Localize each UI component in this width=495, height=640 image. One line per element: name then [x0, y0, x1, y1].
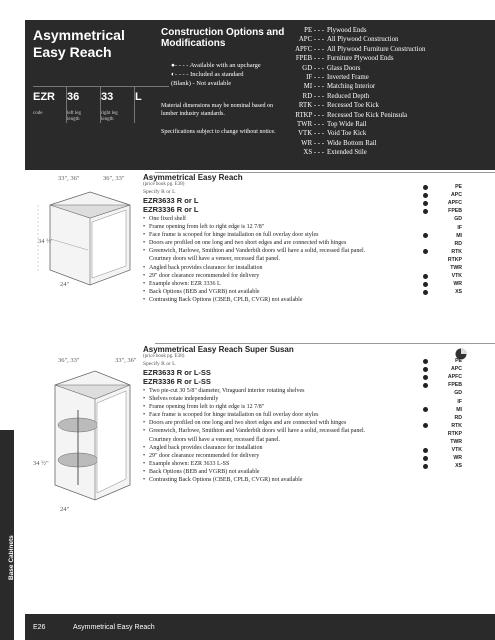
available-dot-icon: [423, 274, 428, 279]
feature-item: • Back Options (BEB and VGRB) not available: [143, 468, 373, 476]
option-item: WR: [423, 454, 483, 462]
feature-item: • Two pie-cut 30 5/8" diameter, Viraguard interior rotating shelves: [143, 387, 373, 395]
available-dot-icon: [423, 282, 428, 287]
feature-item: • Contrasting Back Options (CBEB, CPLB, CVGR) not available: [143, 476, 373, 484]
available-dot-icon: [423, 233, 428, 238]
option-item: RTK: [423, 248, 483, 256]
modification-item: VTK - - - Void Toe Kick: [298, 130, 367, 138]
code-part: 36 left leg length: [67, 87, 101, 123]
option-item: VTK: [423, 272, 483, 280]
modification-item: RTKP - - - Recessed Toe Kick Peninsula: [295, 111, 407, 119]
available-dot-icon: [423, 201, 428, 206]
legend: ●- - - - Available with an upcharge ◐- - - - Included as standard (Blank) - Not available: [171, 62, 261, 87]
option-item: MI: [423, 406, 483, 414]
feature-item: • Doors are profiled on one long and two short edges and are connected with hinges: [143, 239, 373, 247]
option-availability: [423, 357, 483, 470]
section-easy-reach: Asymmetrical Easy Reach (price book pg. E38) Specify R or L EZR3633 R or L EZR3336 R or L • One fixed shelf • Frame opening from left to right edge is 12 7/8" • Face frame is scooped for hinge installation on full overlay door styles • Doors are profiled on one long and two short edges and are connected with hinges • Greenwich, Harlowe, Smithton and Vanderbilt doors will have a solid, recessed flat panel. Courtney doors will have a veneer, recessed flat panel. • Angled back provides clearance for installation • 29" door clearance recommended for delivery • Example shown: EZR 3336 L • Back Options (BEB and VGRB) not available • Contrasting Back Options (CBEB, CPLB, CVGR) not available PE APC APFC FPEB GD IF MI RD RTK RTKP TWR VTK WR XS: [105, 173, 495, 304]
note: Material dimensions may be nominal based on lumber industry standards.: [161, 103, 273, 117]
feature-item: • Frame opening from left to right edge is 12 7/8": [143, 403, 373, 411]
code-part: EZR code: [33, 87, 67, 123]
available-dot-icon: [423, 185, 428, 190]
code-part: 33 right leg length: [101, 87, 135, 123]
section-title: Asymmetrical Easy Reach: [143, 173, 243, 182]
feature-item: • One fixed shelf: [143, 215, 373, 223]
option-item: XS: [423, 462, 483, 470]
product-code: EZR3633 R or L: [143, 196, 199, 205]
option-item: VTK: [423, 446, 483, 454]
code-breakdown: [33, 86, 169, 123]
dim-top-left: 33", 36": [58, 175, 80, 182]
feature-item: • Example shown: EZR 3633 L-SS: [143, 460, 373, 468]
product-code: EZR3336 R or L: [143, 205, 199, 214]
dim-top-right: 33", 36": [115, 357, 137, 364]
option-item: GD: [454, 216, 462, 223]
feature-list: [143, 387, 373, 484]
available-dot-icon: [423, 383, 428, 388]
feature-item: • Angled back provides clearance for installation: [143, 264, 373, 272]
dim-top-right: 36", 33": [103, 175, 125, 182]
available-dot-icon: [423, 423, 428, 428]
page-title: Asymmetrical Easy Reach: [33, 27, 125, 60]
footer: [25, 614, 495, 640]
option-item: IF: [457, 398, 462, 405]
dim-top-left: 36", 33": [58, 357, 80, 364]
feature-item: • Greenwich, Harlowe, Smithton and Vanderbilt doors will have a solid, recessed flat panel. Courtney doors will have a veneer, recessed flat panel.: [143, 247, 373, 263]
page-number: E26: [33, 623, 46, 631]
feature-item: • Frame opening from left to right edge is 12 7/8": [143, 223, 373, 231]
option-item: PE: [423, 183, 483, 191]
option-item: RTKP: [447, 430, 462, 437]
modification-item: IF - - - Inverted Frame: [306, 74, 369, 82]
modification-item: APFC - - - All Plywood Furniture Construction: [295, 45, 426, 53]
option-item: FPEB: [423, 207, 483, 215]
section-super-susan: Asymmetrical Easy Reach Super Susan (price book pg. E38) Specify R or L EZR3633 R or L-SS EZR3336 R or L-SS • Two pie-cut 30 5/8" diameter, Viraguard interior rotating shelves • Shelves rotate independently • Frame opening from left to right edge is 12 7/8" • Face frame is scooped for hinge installation on full overlay door styles • Doors are profiled on one long and two short edges and are connected with hinges • Greenwich, Harlowe, Smithton and Vanderbilt doors will have a solid, recessed flat panel. Courtney doors will have a veneer, recessed flat panel. • Angled back provides clearance for installation • 29" door clearance recommended for delivery • Example shown: EZR 3633 L-SS • Back Options (BEB and VGRB) not available • Contrasting Back Options (CBEB, CPLB, CVGR) not available PE APC APFC FPEB GD IF MI RD RTK RTKP TWR VTK WR XS: [105, 345, 495, 484]
feature-item: • Face frame is scooped for hinge installation on full overlay door styles: [143, 231, 373, 239]
option-item: WR: [423, 280, 483, 288]
option-item: FPEB: [423, 381, 483, 389]
note: Specifications subject to change without notice.: [161, 129, 276, 135]
option-item: APC: [423, 191, 483, 199]
available-dot-icon: [423, 407, 428, 412]
option-availability: [423, 183, 483, 296]
dim-depth: 24": [60, 506, 70, 513]
footer-title: Asymmetrical Easy Reach: [73, 623, 155, 631]
modification-item: XS - - - Extended Stile: [303, 149, 367, 157]
construction-options: [161, 27, 289, 146]
feature-item: • Shelves rotate independently: [143, 395, 373, 403]
available-dot-icon: [423, 375, 428, 380]
option-item: MI: [423, 232, 483, 240]
option-item: RTK: [423, 422, 483, 430]
modification-item: PE - - - Plywood Ends: [304, 27, 367, 34]
available-dot-icon: [423, 464, 428, 469]
option-item: RTKP: [447, 256, 462, 263]
option-item: RD: [454, 414, 462, 421]
option-item: PE: [423, 357, 483, 365]
modification-item: RTK - - - Recessed Toe Kick: [298, 102, 379, 110]
feature-item: • 29" door clearance recommended for delivery: [143, 272, 373, 280]
option-item: TWR: [450, 264, 462, 271]
option-item: TWR: [450, 438, 462, 445]
feature-item: • Face frame is scooped for hinge installation on full overlay door styles: [143, 411, 373, 419]
product-code: EZR3336 R or L-SS: [143, 377, 211, 386]
available-dot-icon: [423, 249, 428, 254]
modification-item: APC - - - All Plywood Construction: [298, 36, 399, 44]
dim-height: 34 ½": [33, 460, 49, 467]
feature-list: [143, 215, 373, 304]
modification-list: [285, 26, 425, 158]
product-code: EZR3633 R or L-SS: [143, 368, 211, 377]
option-item: XS: [423, 288, 483, 296]
feature-item: • Example shown: EZR 3336 L: [143, 280, 373, 288]
sidebar-label: Base Cabinets: [8, 535, 15, 580]
available-dot-icon: [423, 359, 428, 364]
available-dot-icon: [423, 193, 428, 198]
available-dot-icon: [423, 290, 428, 295]
option-item: RD: [454, 240, 462, 247]
option-item: GD: [454, 390, 462, 397]
option-item: APFC: [423, 199, 483, 207]
modification-item: MI - - - Matching Interior: [303, 83, 376, 91]
option-item: APC: [423, 365, 483, 373]
code-part: L: [135, 91, 142, 103]
feature-item: • Greenwich, Harlowe, Smithton and Vanderbilt doors will have a solid, recessed flat panel. Courtney doors will have a veneer, recessed flat panel.: [143, 427, 373, 443]
modification-item: RD - - - Reduced Depth: [302, 92, 370, 100]
dim-depth: 24": [60, 281, 70, 288]
available-dot-icon: [423, 367, 428, 372]
option-item: APFC: [423, 373, 483, 381]
feature-item: • Contrasting Back Options (CBEB, CPLB, CVGR) not available: [143, 296, 373, 304]
modification-item: WR - - - Wide Bottom Rail: [301, 139, 377, 147]
modification-item: GD - - - Glass Doors: [302, 64, 361, 72]
divider: [155, 343, 495, 344]
available-dot-icon: [423, 209, 428, 214]
section-title: Asymmetrical Easy Reach Super Susan: [143, 345, 294, 354]
feature-item: • Doors are profiled on one long and two short edges and are connected with hinges: [143, 419, 373, 427]
feature-item: • Angled back provides clearance for installation: [143, 444, 373, 452]
feature-item: • Back Options (BEB and VGRB) not available: [143, 288, 373, 296]
available-dot-icon: [423, 456, 428, 461]
modification-item: FPEB - - - Furniture Plywood Ends: [295, 55, 394, 63]
available-dot-icon: [423, 448, 428, 453]
construction-title: Construction Options and Modifications: [161, 27, 285, 49]
option-item: IF: [457, 224, 462, 231]
dim-height: 34 ½": [38, 238, 54, 245]
feature-item: • 29" door clearance recommended for delivery: [143, 452, 373, 460]
header-panel: [25, 20, 495, 170]
modification-item: TWR - - - Top Wide Rail: [297, 121, 367, 129]
